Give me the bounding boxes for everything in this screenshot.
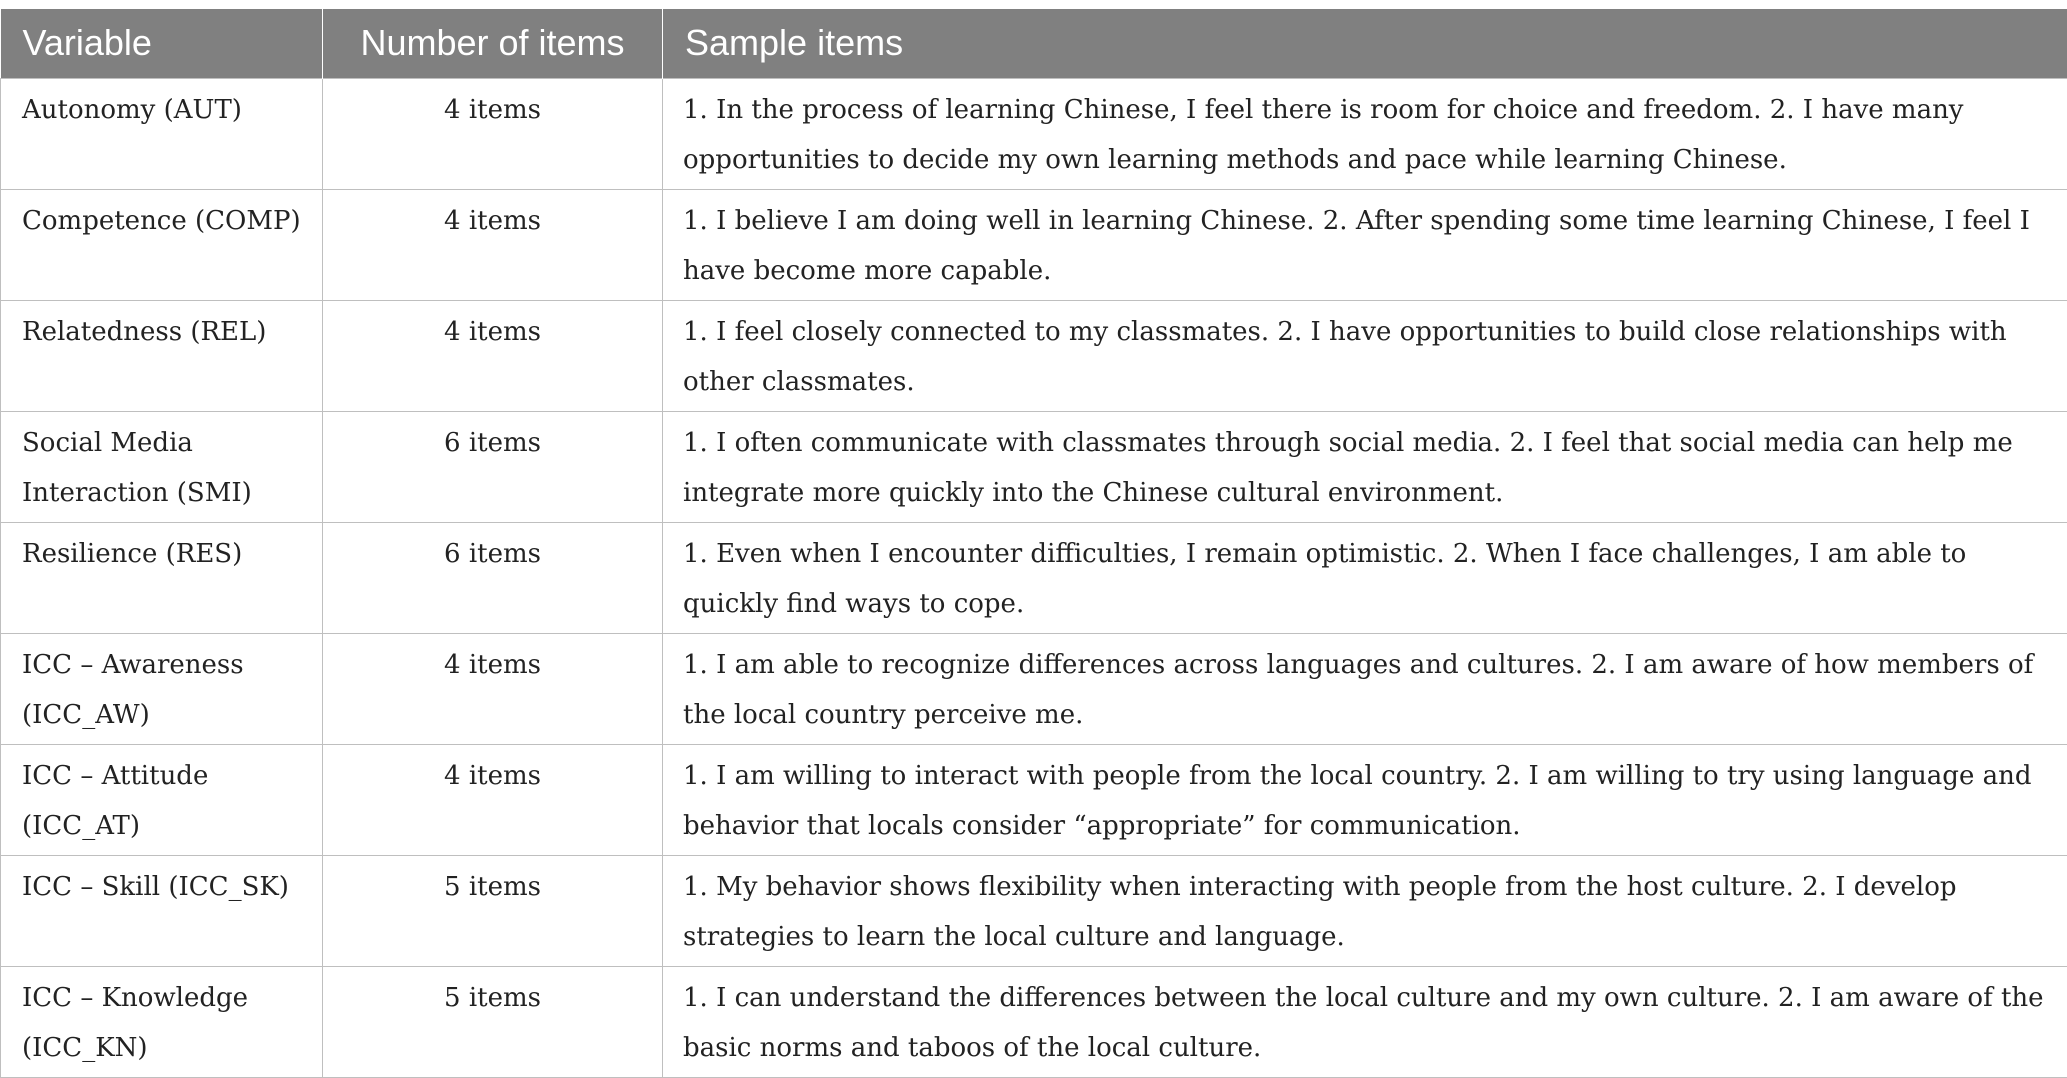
number-cell: 4 items [323,744,663,855]
sample-cell: 1. In the process of learning Chinese, I feel there is room for choice and freedom. 2. I have many opportunities to decide my own learning methods and pace while learning Chinese. [663,78,2067,189]
header-sample-items: Sample items [663,9,2067,78]
table-row [1,411,2067,522]
sample-cell: 1. I am able to recognize differences across languages and cultures. 2. I am aware of how members of the local country perceive me. [663,633,2067,744]
number-cell: 5 items [323,855,663,966]
sample-cell: 1. I believe I am doing well in learning Chinese. 2. After spending some time learning Chinese, I feel I have become more capable. [663,189,2067,300]
variable-cell: ICC – Awareness (ICC_AW) [1,633,323,744]
table-row [1,78,2067,189]
number-cell: 6 items [323,522,663,633]
variable-cell: ICC – Knowledge (ICC_KN) [1,966,323,1077]
sample-cell: 1. I feel closely connected to my classmates. 2. I have opportunities to build close relationships with other classmates. [663,300,2067,411]
header-number-of-items: Number of items [323,9,663,78]
sample-cell: 1. I can understand the differences between the local culture and my own culture. 2. I am aware of the basic norms and taboos of the local culture. [663,966,2067,1077]
variable-cell: Competence (COMP) [1,189,323,300]
sample-cell: 1. Even when I encounter difficulties, I remain optimistic. 2. When I face challenges, I am able to quickly find ways to cope. [663,522,2067,633]
table-row [1,744,2067,855]
table-row [1,300,2067,411]
number-cell: 6 items [323,411,663,522]
variable-cell: Relatedness (REL) [1,300,323,411]
sample-cell: 1. I often communicate with classmates through social media. 2. I feel that social media can help me integrate more quickly into the Chinese cultural environment. [663,411,2067,522]
table-header [1,9,2067,78]
variable-cell: ICC – Attitude (ICC_AT) [1,744,323,855]
table-row [1,855,2067,966]
table-row [1,522,2067,633]
number-cell: 4 items [323,633,663,744]
number-cell: 4 items [323,189,663,300]
number-cell: 5 items [323,966,663,1077]
variable-cell: Autonomy (AUT) [1,78,323,189]
table-row [1,189,2067,300]
header-row [1,9,2067,78]
number-cell: 4 items [323,78,663,189]
sample-cell: 1. I am willing to interact with people from the local country. 2. I am willing to try using language and behavior that locals consider “appropriate” for communication. [663,744,2067,855]
variable-cell: Resilience (RES) [1,522,323,633]
variable-cell: ICC – Skill (ICC_SK) [1,855,323,966]
measures-table [0,9,2067,1078]
header-variable: Variable [1,9,323,78]
variable-cell: Social Media Interaction (SMI) [1,411,323,522]
table-body [1,78,2067,1077]
sample-cell: 1. My behavior shows flexibility when interacting with people from the host culture. 2. I develop strategies to learn the local culture and language. [663,855,2067,966]
table-row [1,966,2067,1077]
table-row [1,633,2067,744]
number-cell: 4 items [323,300,663,411]
